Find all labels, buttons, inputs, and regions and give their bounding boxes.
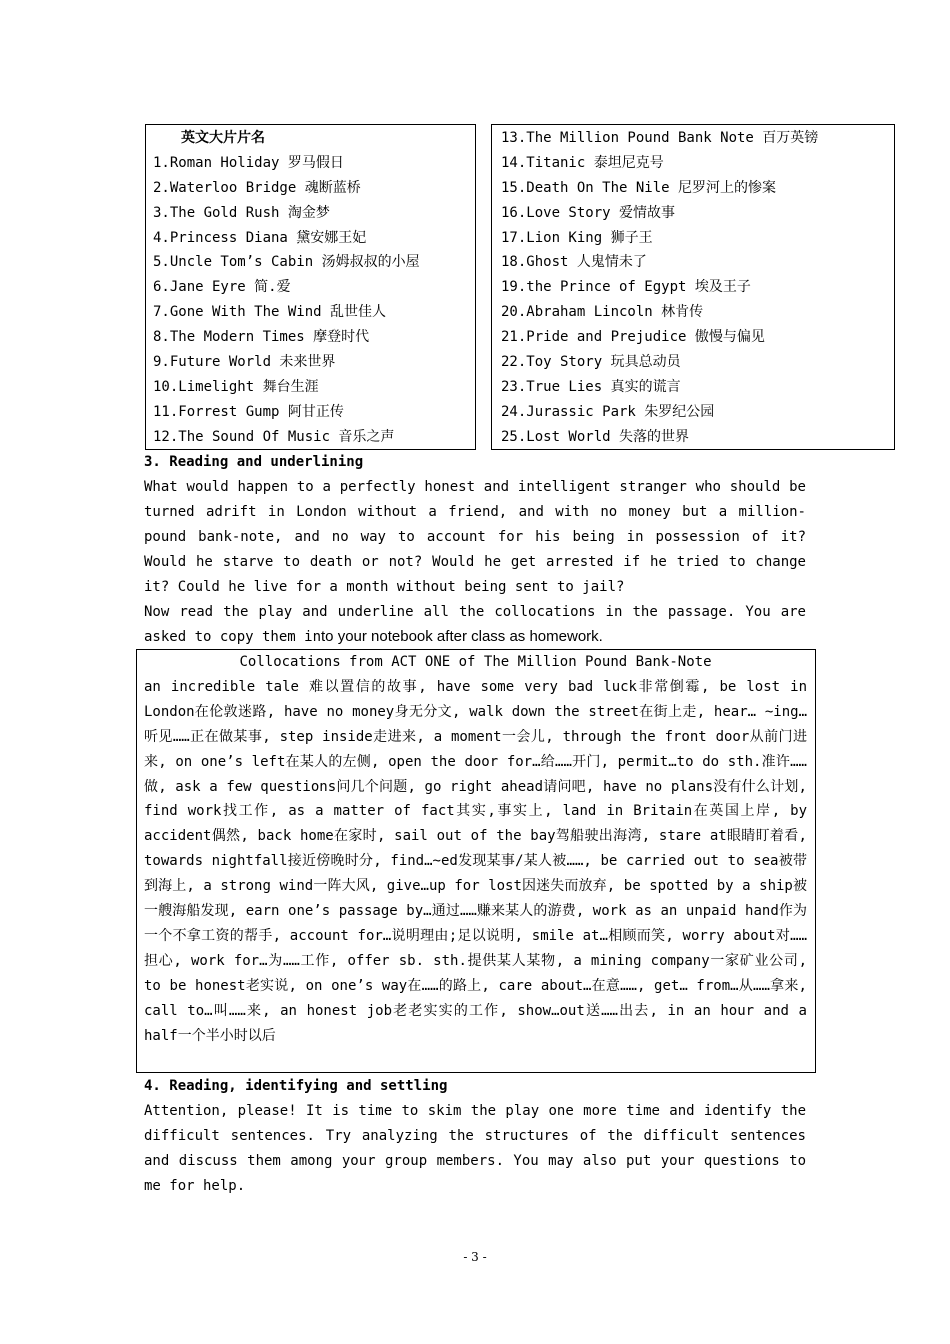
- film-list-heading: 英文大片片名: [181, 130, 265, 146]
- collocations-box: [136, 649, 816, 1073]
- film-title-item: 9.Future World 未来世界: [153, 354, 336, 371]
- film-title-item: 1.Roman Holiday 罗马假日: [153, 154, 344, 171]
- film-title-item: 25.Lost World 失落的世界: [501, 428, 690, 445]
- film-title-item: 13.The Million Pound Bank Note 百万英镑: [501, 130, 819, 146]
- film-title-item: 8.The Modern Times 摩登时代: [153, 329, 370, 346]
- film-title-item: 11.Forrest Gump 阿甘正传: [153, 403, 344, 420]
- film-title-item: 2.Waterloo Bridge 魂断蓝桥: [153, 179, 361, 196]
- film-title-item: 10.Limelight 舞台生涯: [153, 378, 319, 395]
- film-title-item: 3.The Gold Rush 淘金梦: [153, 204, 330, 221]
- section-3-paragraph: What would happen to a perfectly honest and intelligent stranger who should be turned adrift in London without a friend, and with no money but a million-pound bank-note, and no way to account for his being in possession of it? Would he starve to death or not? Would he get arrested if he tried to change it? Could he live for a month without being sent to jail?: [144, 479, 806, 595]
- collocations-title: Collocations from ACT ONE of The Million Pound Bank-Note: [239, 654, 712, 670]
- page-number: - 3 -: [463, 1250, 487, 1264]
- film-title-item: 16.Love Story 爱情故事: [501, 204, 676, 221]
- film-title-item: 7.Gone With The Wind 乱世佳人: [153, 304, 387, 321]
- film-title-item: 19.the Prince of Egypt 埃及王子: [501, 279, 751, 296]
- film-title-item: 24.Jurassic Park 朱罗纪公园: [501, 403, 715, 420]
- section-4-title: 4. Reading, identifying and settling: [144, 1078, 448, 1094]
- film-title-item: 20.Abraham Lincoln 林肯传: [501, 304, 704, 321]
- film-title-item: 17.Lion King 狮子王: [501, 229, 653, 246]
- film-title-item: 5.Uncle Tom’s Cabin 汤姆叔叔的小屋: [153, 254, 420, 271]
- section-3-instructions: [144, 600, 806, 650]
- instructions-text: Now read the play and underline all the collocations in the passage. You are asked to copy them in: [144, 604, 806, 645]
- film-title-item: 18.Ghost 人鬼情未了: [501, 254, 647, 271]
- film-title-item: 14.Titanic 泰坦尼克号: [501, 154, 664, 171]
- collocations-body: an incredible tale 难以置信的故事, have some very bad luck非常倒霉, be lost in London在伦敦迷路, have no money身无分文, walk down the street在街上走, hear… ~ing…听见……正在做某事, step inside走进来, a moment一会儿, through the front door从前门进来, on one’s left在某人的左侧, open the door for…给……开门, permit…to do sth.准许……做, ask a few questions问几个问题, go right ahead请问吧, have no plans没有什么计划, find work找工作, as a matter of fact其实,事实上, land in Britain在英国上岸, by accident偶然, back home在家时, sail out of the bay驾船驶出海湾, stare at眼睛盯着看, towards nightfall接近傍晚时分, find…~ed发现某事/某人被……, be carried out to sea被带到海上, a strong wind一阵大风, give…up for lost因迷失而放弃, be spotted by a ship被一艘海船发现, earn one’s passage by…通过……赚来某人的游费, work as an unpaid hand作为一个不拿工资的帮手, account for…说明理由;足以说明, smile at…相顾而笑, worry about对……担心, work for…为……工作, offer sb. sth.提供某人某物, a mining company一家矿业公司, to be honest老实说, on one’s way在……的路上, care about…在意……, get… from…从……拿来, call to…叫……来, an honest job老老实实的工作, show…out送……出去, in an hour and a half一个半小时以后: [144, 678, 807, 1044]
- film-title-item: 22.Toy Story 玩具总动员: [501, 354, 681, 371]
- film-title-item: 4.Princess Diana 黛安娜王妃: [153, 229, 367, 246]
- film-list-left: [145, 124, 476, 450]
- film-list-right: [491, 124, 895, 450]
- film-title-item: 15.Death On The Nile 尼罗河上的惨案: [501, 179, 777, 196]
- film-title-item: 12.The Sound Of Music 音乐之声: [153, 428, 395, 445]
- instructions-text-end: to your notebook after class as homework.: [321, 627, 603, 645]
- film-list-right-items: [501, 126, 894, 450]
- film-title-item: 6.Jane Eyre 简.爱: [153, 279, 291, 296]
- section-4-paragraph: Attention, please! It is time to skim the play one more time and identify the difficult sentences. Try analyzing the structures of the difficult sentences and discuss them among your group members. You may also put your questions to me for help.: [144, 1103, 806, 1194]
- section-3-title: 3. Reading and underlining: [144, 454, 364, 470]
- film-title-item: 21.Pride and Prejudice 傲慢与偏见: [501, 329, 765, 346]
- film-title-item: 23.True Lies 真实的谎言: [501, 378, 681, 395]
- film-list-left-items: [153, 151, 475, 450]
